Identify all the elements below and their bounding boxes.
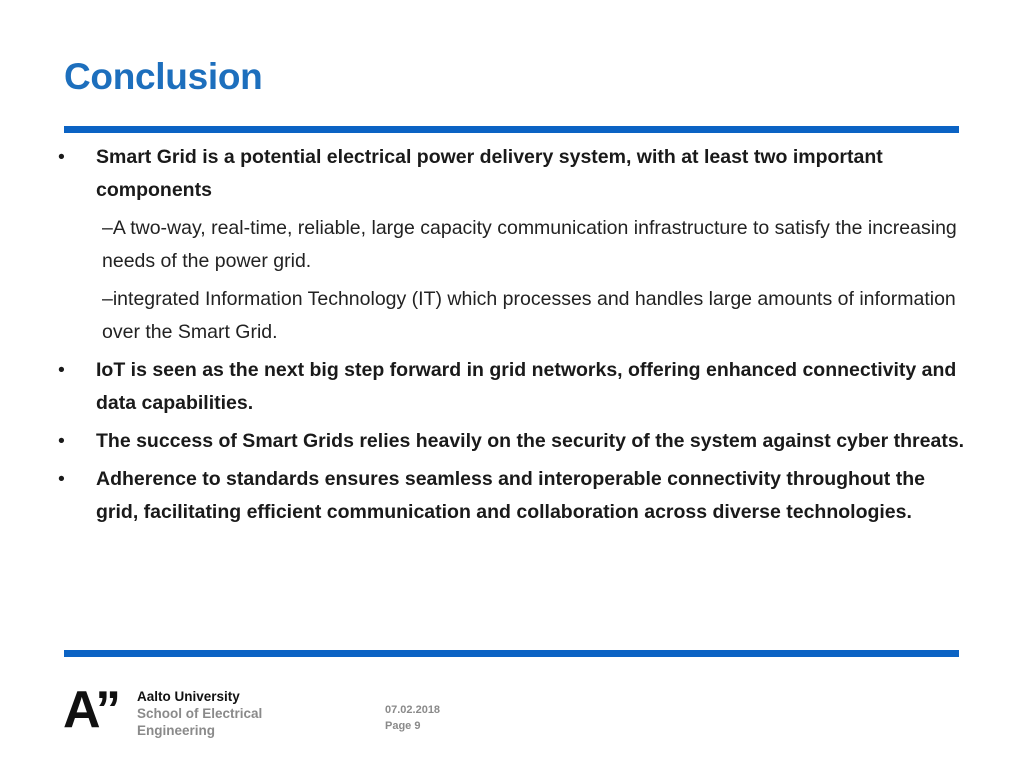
bullet-marker: • xyxy=(58,430,65,452)
sub-item-2: –integrated Information Technology (IT) which processes and handles large amounts of information over the Smart Grid. xyxy=(102,288,956,343)
bullet-item-3 xyxy=(58,425,970,458)
slide-date: 07.02.2018 xyxy=(385,704,441,716)
top-divider xyxy=(64,126,959,133)
bullet-text: The success of Smart Grids relies heavily on the security of the system against cyber threats. xyxy=(96,430,965,452)
bullet-text: Smart Grid is a potential electrical power delivery system, with at least two important components xyxy=(96,146,883,201)
bullet-text: Adherence to standards ensures seamless and interoperable connectivity throughout the grid, facilitating efficient communication and collaboration across diverse technologies. xyxy=(96,468,925,523)
school-name-line2: Engineering xyxy=(137,723,216,738)
bottom-divider xyxy=(64,650,959,657)
page-number: Page 9 xyxy=(385,720,421,732)
aalto-logo-icon: A’’ xyxy=(63,681,119,739)
bullet-marker: • xyxy=(58,468,65,490)
university-name: Aalto University xyxy=(137,689,240,704)
school-name-line1: School of Electrical xyxy=(137,706,263,721)
bullet-item-1 xyxy=(58,141,970,207)
bullet-item-2 xyxy=(58,354,970,420)
slide-content xyxy=(58,141,970,534)
footer-meta xyxy=(385,702,440,734)
bullet-marker: • xyxy=(58,146,65,168)
bullet-text: IoT is seen as the next big step forward in grid networks, offering enhanced connectivity and data capabilities. xyxy=(96,359,957,414)
logo-text xyxy=(137,688,337,739)
sub-item-1: –A two-way, real-time, reliable, large capacity communication infrastructure to satisfy the increasing needs of the power grid. xyxy=(102,217,957,272)
slide-title: Conclusion xyxy=(64,56,263,97)
bullet-item-4 xyxy=(58,463,970,529)
bullet-marker: • xyxy=(58,359,65,381)
